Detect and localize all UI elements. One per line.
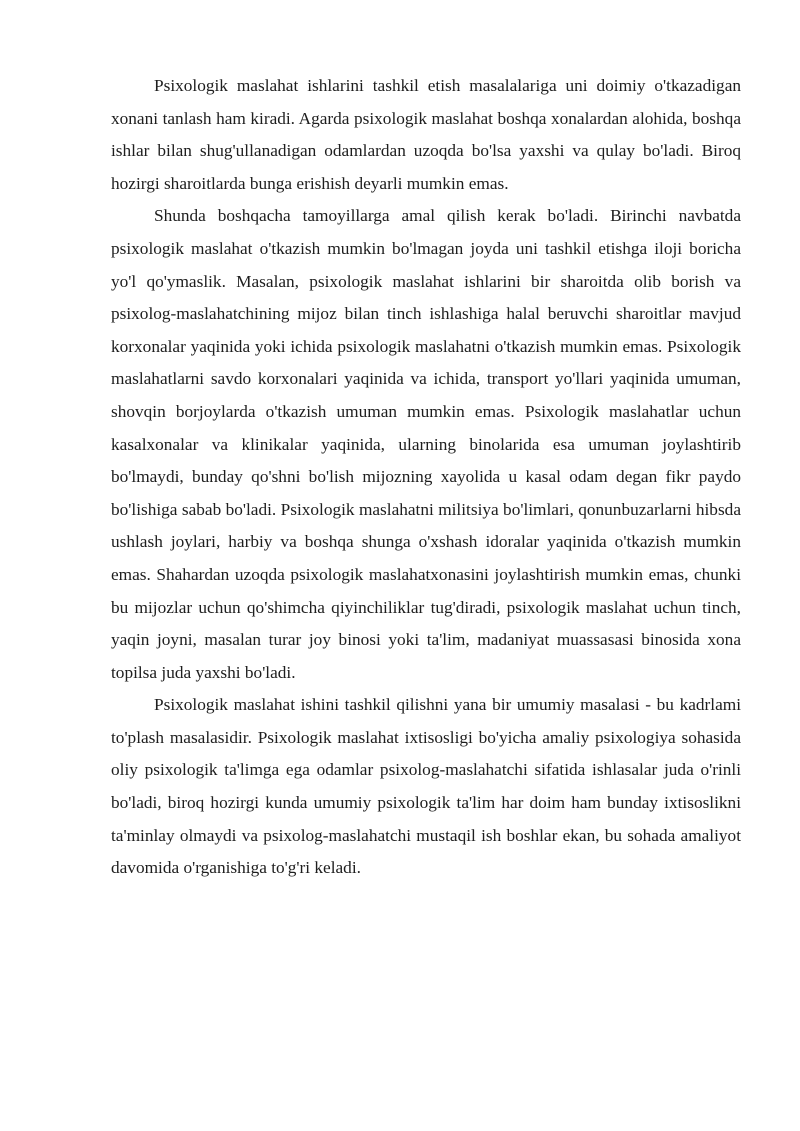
document-page bbox=[111, 70, 741, 885]
paragraph-room-selection: Psixologik maslahat ishlarini tashkil etish masalalariga uni doimiy o'tkazadigan xonani tanlash ham kiradi. Agarda psixologik maslahat boshqa xonalardan alohida, boshqa ishlar bilan shug'ullanadigan odamlardan uzoqda bo'lsa yaxshi va qulay bo'ladi. Biroq hozirgi sharoitlarda bunga erishish deyarli mumkin emas. bbox=[111, 76, 741, 193]
paragraph-staffing: Psixologik maslahat ishini tashkil qilishni yana bir umumiy masalasi - bu kadrlami to'plash masalasidir. Psixologik maslahat ixtisosligi bo'yicha amaliy psixologiya sohasida oliy psixologik ta'limga ega odamlar psixolog-maslahatchi sifatida ishlasalar juda o'rinli bo'ladi, biroq hozirgi kunda umumiy psixologik ta'lim har doim ham bunday ixtisoslikni ta'minlay olmaydi va psixolog-maslahatchi mustaqil ish boshlar ekan, bu sohada amaliyot davomida o'rganishiga to'g'ri keladi. bbox=[111, 695, 741, 878]
paragraph-location-principles: Shunda boshqacha tamoyillarga amal qilish kerak bo'ladi. Birinchi navbatda psixologik maslahat o'tkazish mumkin bo'lmagan joyda uni tashkil etishga iloji boricha yo'l qo'ymaslik. Masalan, psixologik maslahat ishlarini bir sharoitda olib borish va psixolog-maslahatchining mijoz bilan tinch ishlashiga halal beruvchi sharoitlar mavjud korxonalar yaqinida yoki ichida psixologik maslahatni o'tkazish mumkin emas. Psixologik maslahatlarni savdo korxonalari yaqinida va ichida, transport yo'llari yaqinida umuman, shovqin borjoylarda o'tkazish umuman mumkin emas. Psixologik maslahatlar uchun kasalxonalar va klinikalar yaqinida, ularning binolarida esa umuman joylashtirib bo'lmaydi, bunday qo'shni bo'lish mijozning xayolida u kasal odam degan fikr paydo bo'lishiga sabab bo'ladi. Psixologik maslahatni militsiya bo'limlari, qonunbuzarlarni hibsda ushlash joylari, harbiy va boshqa shunga o'xshash idoralar yaqinida o'tkazish mumkin emas. Shahardan uzoqda psixologik maslahatxonasini joylashtirish mumkin emas, chunki bu mijozlar uchun qo'shimcha qiyinchiliklar tug'diradi, psixologik maslahat uchun tinch, yaqin joyni, masalan turar joy binosi yoki ta'lim, madaniyat muassasasi binosida xona topilsa juda yaxshi bo'ladi. bbox=[111, 206, 741, 682]
